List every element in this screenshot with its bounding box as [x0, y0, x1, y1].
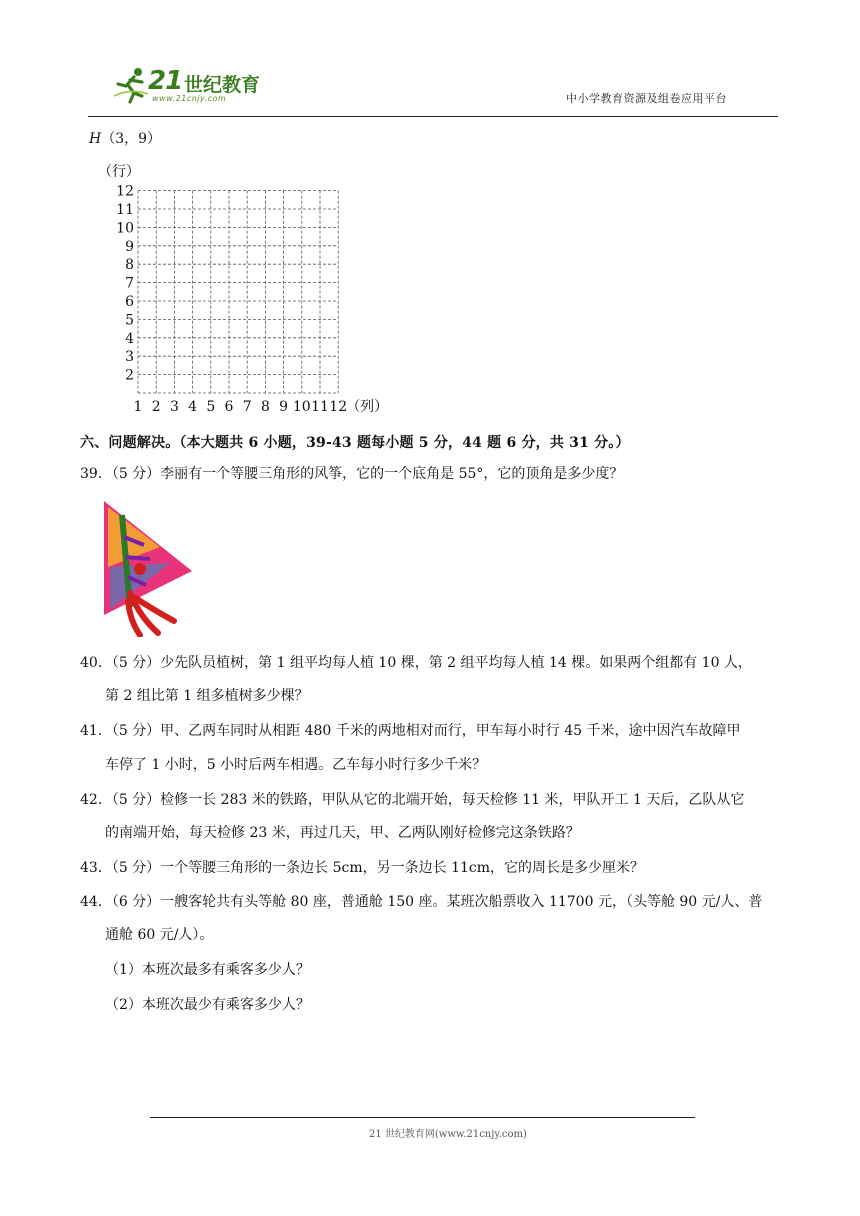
col-tick-label: 11 [311, 399, 329, 415]
question-44-line-2: 通舱 60 元/人）。 [105, 927, 214, 943]
col-tick-label: 5 [206, 399, 216, 415]
row-tick-label: 4 [125, 330, 134, 347]
footer-divider [150, 1117, 695, 1118]
row-tick-label: 7 [125, 275, 134, 292]
runner-logo-icon [112, 66, 150, 106]
col-tick-label: 8 [260, 399, 270, 415]
point-h-label [89, 128, 161, 148]
logo-number: 21 [148, 66, 183, 96]
col-axis-label: （列） [346, 399, 389, 415]
row-tick-label: 5 [125, 312, 134, 329]
row-tick-label: 11 [116, 202, 134, 218]
question-41-line-2: 车停了 1 小时，5 小时后两车相遇。乙车每小时行多少千米？ [105, 757, 487, 773]
question-43: 43．（5 分）一个等腰三角形的一条边长 5cm，另一条边长 11cm，它的周长是多少厘米？ [80, 860, 645, 876]
question-42-line-1: 42．（5 分）检修一长 283 米的铁路，甲队从它的北端开始，每天检修 11 米，甲队开工 1 天后，乙队从它 [80, 792, 745, 808]
row-tick-label: 10 [116, 220, 134, 237]
logo-text: 世纪教育 [184, 74, 261, 96]
col-tick-label: 10 [292, 399, 311, 415]
question-44-sub-1: （1）本班次最多有乘客多少人？ [105, 962, 310, 978]
col-tick-label: 1 [133, 399, 143, 415]
row-tick-label: 9 [125, 238, 134, 255]
col-tick-label: 2 [151, 399, 161, 415]
col-tick-label: 6 [224, 399, 234, 415]
col-tick-label: 4 [188, 399, 198, 415]
row-tick-label: 2 [125, 367, 134, 384]
question-40-line-2: 第 2 组比第 1 组多植树多少棵？ [105, 688, 309, 704]
coordinate-grid [96, 158, 406, 420]
point-coords: （3，9） [101, 131, 162, 147]
row-tick-label: 3 [125, 349, 134, 366]
col-tick-label: 7 [242, 399, 252, 415]
kite-image [100, 497, 196, 637]
row-tick-label: 12 [116, 183, 134, 200]
question-39: 39．（5 分）李丽有一个等腰三角形的风筝，它的一个底角是 55°，它的顶角是多少度？ [80, 466, 624, 482]
col-tick-label: 12 [329, 399, 348, 415]
question-41-line-1: 41．（5 分）甲、乙两车同时从相距 480 千米的两地相对而行，甲车每小时行 45 千米，途中因汽车故障甲 [80, 723, 741, 739]
site-logo [112, 66, 262, 106]
row-tick-label: 8 [125, 257, 134, 274]
section-heading: 六、问题解决。（本大题共 6 小题，39-43 题每小题 5 分，44 题 6 分，共 31 分。） [80, 435, 630, 451]
row-axis-label: （行） [98, 164, 140, 180]
question-40-line-1: 40．（5 分）少先队员植树，第 1 组平均每人植 10 棵，第 2 组平均每人植 14 棵。如果两个组都有 10 人， [80, 655, 752, 671]
row-tick-label: 6 [125, 294, 134, 310]
question-44-sub-2: （2）本班次最少有乘客多少人？ [105, 997, 310, 1013]
col-tick-label: 3 [169, 399, 179, 415]
col-tick-label: 9 [279, 399, 289, 415]
logo-url: www.21cnjy.com [152, 94, 227, 103]
platform-title: 中小学教育资源及组卷应用平台 [566, 92, 727, 105]
question-44-line-1: 44．（6 分）一艘客轮共有头等舱 80 座，普通舱 150 座。某班次船票收入 11700 元，（头等舱 90 元/人、普 [80, 894, 763, 910]
header-divider [88, 116, 778, 117]
footer-text: 21 世纪教育网(www.21cnjy.com) [369, 1129, 527, 1140]
question-42-line-2: 的南端开始，每天检修 23 米，再过几天，甲、乙两队刚好检修完这条铁路？ [105, 825, 580, 841]
point-letter: H [89, 131, 102, 147]
